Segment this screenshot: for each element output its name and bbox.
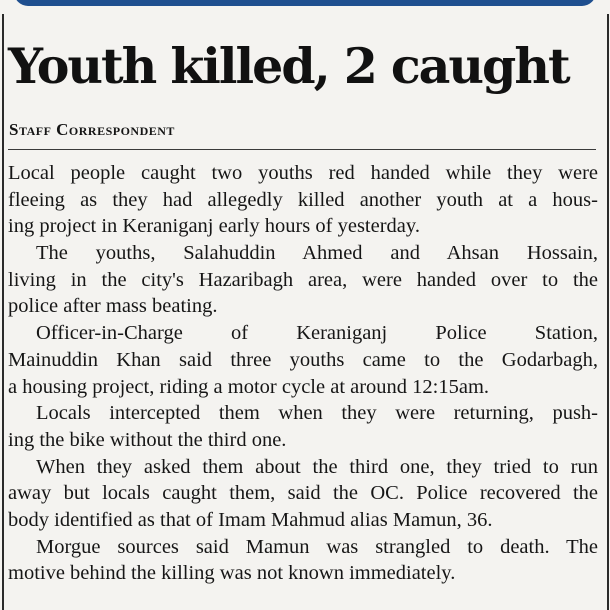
text-line: Officer-in-Charge of Keraniganj Police Station,: [36, 322, 598, 345]
text-line: ing the bike without the third one.: [8, 428, 287, 451]
text-line: police after mass beating.: [8, 295, 218, 318]
text-line: The youths, Salahuddin Ahmed and Ahsan Hossain,: [36, 242, 598, 265]
text-line: Mainuddin Khan said three youths came to the Godarbagh,: [8, 348, 598, 371]
text-line: body identified as that of Imam Mahmud alias Mamun, 36.: [8, 508, 493, 531]
paragraph: [8, 320, 598, 400]
masthead-blue-strip: [14, 0, 596, 6]
text-line: ing project in Keraniganj early hours of yesterday.: [8, 215, 420, 238]
text-line: away but locals caught them, said the OC. Police recovered the: [8, 482, 598, 505]
paragraph: [8, 160, 598, 240]
masthead-band: [0, 0, 610, 12]
paragraph: [8, 534, 598, 587]
headline: Youth killed, 2 caught: [8, 37, 569, 95]
column-border-left: [2, 14, 4, 610]
text-line: a housing project, riding a motor cycle at around 12:15am.: [8, 375, 490, 398]
text-line: motive behind the killing was not known immediately.: [8, 562, 456, 585]
column-border-right: [607, 14, 609, 610]
article-body: [8, 160, 598, 587]
paragraph: [8, 240, 598, 320]
paragraph: [8, 400, 598, 453]
byline: Staff Correspondent: [9, 120, 175, 139]
text-line: Locals intercepted them when they were returning, push-: [36, 402, 598, 425]
byline-divider: [8, 149, 596, 150]
text-line: living in the city's Hazaribagh area, were handed over to the: [8, 268, 598, 291]
text-line: When they asked them about the third one, they tried to run: [36, 455, 598, 478]
text-line: fleeing as they had allegedly killed another youth at a hous-: [8, 188, 598, 211]
paragraph: [8, 454, 598, 534]
text-line: Morgue sources said Mamun was strangled to death. The: [36, 535, 598, 558]
text-line: Local people caught two youths red handed while they were: [8, 162, 598, 184]
